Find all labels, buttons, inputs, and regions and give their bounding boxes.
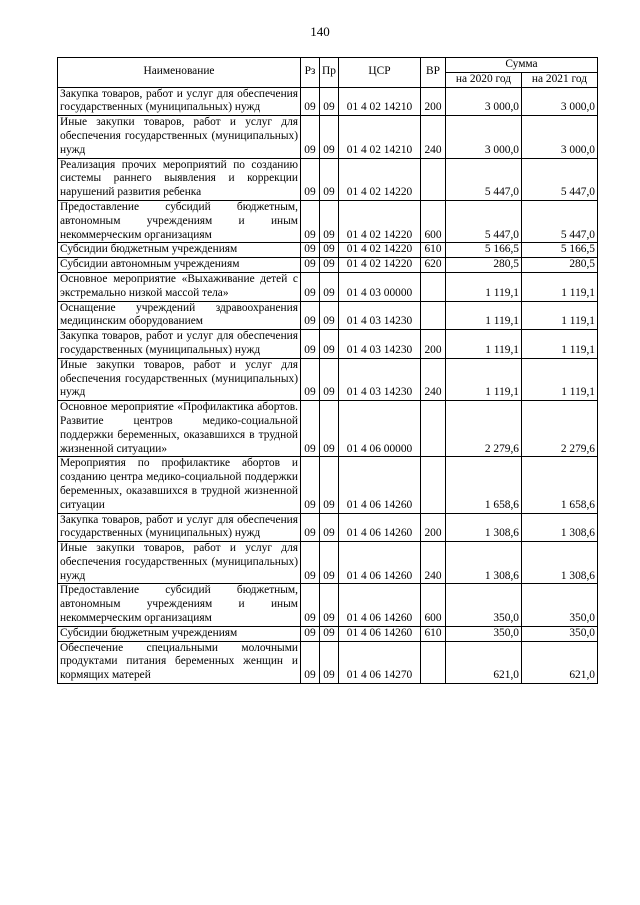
row-csr: 01 4 06 14270 bbox=[339, 641, 421, 683]
row-vr: 600 bbox=[421, 584, 446, 626]
row-vr: 240 bbox=[421, 116, 446, 158]
row-sum-2020: 1 308,6 bbox=[446, 513, 522, 542]
row-name: Иные закупки товаров, работ и услуг для обеспечения государственных (муниципальных) нужд bbox=[58, 358, 301, 400]
row-pr: 09 bbox=[320, 200, 339, 242]
row-csr: 01 4 03 14230 bbox=[339, 330, 421, 359]
table-header bbox=[58, 58, 598, 88]
row-rz: 09 bbox=[301, 200, 320, 242]
header-year-2020: на 2020 год bbox=[446, 72, 522, 87]
row-csr: 01 4 06 14260 bbox=[339, 626, 421, 641]
row-csr: 01 4 03 14230 bbox=[339, 301, 421, 330]
row-vr: 610 bbox=[421, 626, 446, 641]
row-sum-2020: 1 119,1 bbox=[446, 301, 522, 330]
row-pr: 09 bbox=[320, 584, 339, 626]
table-row bbox=[58, 158, 598, 200]
row-sum-2020: 350,0 bbox=[446, 584, 522, 626]
row-pr: 09 bbox=[320, 542, 339, 584]
row-sum-2020: 5 447,0 bbox=[446, 158, 522, 200]
table-row bbox=[58, 401, 598, 457]
row-sum-2021: 1 119,1 bbox=[522, 272, 598, 301]
row-sum-2021: 2 279,6 bbox=[522, 401, 598, 457]
row-name: Реализация прочих мероприятий по созданию системы раннего выявления и коррекции нарушений развития ребенка bbox=[58, 158, 301, 200]
row-rz: 09 bbox=[301, 457, 320, 513]
row-sum-2020: 5 166,5 bbox=[446, 243, 522, 258]
row-sum-2021: 5 447,0 bbox=[522, 200, 598, 242]
row-csr: 01 4 03 00000 bbox=[339, 272, 421, 301]
header-sum: Сумма bbox=[446, 58, 598, 73]
row-vr: 600 bbox=[421, 200, 446, 242]
row-name: Основное мероприятие «Выхаживание детей с экстремально низкой массой тела» bbox=[58, 272, 301, 301]
row-rz: 09 bbox=[301, 330, 320, 359]
row-name: Субсидии бюджетным учреждениям bbox=[58, 626, 301, 641]
table-row bbox=[58, 258, 598, 273]
row-csr: 01 4 02 14220 bbox=[339, 158, 421, 200]
table-row bbox=[58, 358, 598, 400]
row-sum-2021: 1 119,1 bbox=[522, 301, 598, 330]
table-row bbox=[58, 243, 598, 258]
row-rz: 09 bbox=[301, 243, 320, 258]
row-pr: 09 bbox=[320, 301, 339, 330]
table-row bbox=[58, 584, 598, 626]
row-name: Закупка товаров, работ и услуг для обеспечения государственных (муниципальных) нужд bbox=[58, 330, 301, 359]
row-sum-2021: 621,0 bbox=[522, 641, 598, 683]
row-rz: 09 bbox=[301, 258, 320, 273]
header-year-2021: на 2021 год bbox=[522, 72, 598, 87]
row-vr bbox=[421, 641, 446, 683]
budget-table bbox=[57, 57, 598, 684]
row-name: Основное мероприятие «Профилактика абортов. Развитие центров медико-социальной поддержки беременных, оказавшихся в трудной жизненной ситуации» bbox=[58, 401, 301, 457]
row-sum-2020: 280,5 bbox=[446, 258, 522, 273]
row-sum-2021: 3 000,0 bbox=[522, 87, 598, 116]
header-csr: ЦСР bbox=[339, 58, 421, 88]
row-pr: 09 bbox=[320, 116, 339, 158]
row-sum-2021: 1 119,1 bbox=[522, 358, 598, 400]
row-name: Предоставление субсидий бюджетным, автономным учреждениям и иным некоммерческим организациям bbox=[58, 200, 301, 242]
row-sum-2021: 5 166,5 bbox=[522, 243, 598, 258]
row-sum-2020: 5 447,0 bbox=[446, 200, 522, 242]
table-row bbox=[58, 641, 598, 683]
row-vr bbox=[421, 272, 446, 301]
row-vr bbox=[421, 457, 446, 513]
row-vr: 620 bbox=[421, 258, 446, 273]
row-sum-2020: 1 308,6 bbox=[446, 542, 522, 584]
row-vr: 240 bbox=[421, 358, 446, 400]
row-rz: 09 bbox=[301, 87, 320, 116]
row-sum-2020: 2 279,6 bbox=[446, 401, 522, 457]
row-csr: 01 4 02 14220 bbox=[339, 243, 421, 258]
row-rz: 09 bbox=[301, 542, 320, 584]
row-pr: 09 bbox=[320, 401, 339, 457]
row-sum-2020: 621,0 bbox=[446, 641, 522, 683]
table-row bbox=[58, 87, 598, 116]
row-vr: 240 bbox=[421, 542, 446, 584]
row-name: Закупка товаров, работ и услуг для обеспечения государственных (муниципальных) нужд bbox=[58, 87, 301, 116]
table-row bbox=[58, 301, 598, 330]
row-rz: 09 bbox=[301, 513, 320, 542]
row-pr: 09 bbox=[320, 258, 339, 273]
row-name: Субсидии бюджетным учреждениям bbox=[58, 243, 301, 258]
row-sum-2020: 1 119,1 bbox=[446, 330, 522, 359]
row-csr: 01 4 02 14210 bbox=[339, 87, 421, 116]
row-vr: 200 bbox=[421, 87, 446, 116]
header-name: Наименование bbox=[58, 58, 301, 88]
row-rz: 09 bbox=[301, 358, 320, 400]
row-csr: 01 4 06 14260 bbox=[339, 584, 421, 626]
table-row bbox=[58, 200, 598, 242]
row-name: Обеспечение специальными молочными продуктами питания беременных женщин и кормящих матерей bbox=[58, 641, 301, 683]
row-sum-2020: 1 119,1 bbox=[446, 272, 522, 301]
row-pr: 09 bbox=[320, 513, 339, 542]
header-vr: ВР bbox=[421, 58, 446, 88]
row-csr: 01 4 02 14210 bbox=[339, 116, 421, 158]
row-sum-2021: 1 308,6 bbox=[522, 542, 598, 584]
row-sum-2021: 1 119,1 bbox=[522, 330, 598, 359]
page-number: 140 bbox=[310, 24, 330, 39]
row-sum-2020: 1 658,6 bbox=[446, 457, 522, 513]
row-rz: 09 bbox=[301, 272, 320, 301]
row-rz: 09 bbox=[301, 641, 320, 683]
row-rz: 09 bbox=[301, 626, 320, 641]
row-name: Субсидии автономным учреждениям bbox=[58, 258, 301, 273]
row-csr: 01 4 06 14260 bbox=[339, 457, 421, 513]
table-row bbox=[58, 626, 598, 641]
row-rz: 09 bbox=[301, 584, 320, 626]
row-sum-2021: 280,5 bbox=[522, 258, 598, 273]
table-row bbox=[58, 272, 598, 301]
row-vr bbox=[421, 158, 446, 200]
table-row bbox=[58, 542, 598, 584]
row-name: Иные закупки товаров, работ и услуг для обеспечения государственных (муниципальных) нужд bbox=[58, 542, 301, 584]
table-row bbox=[58, 513, 598, 542]
table-row bbox=[58, 457, 598, 513]
table-body bbox=[58, 87, 598, 683]
row-csr: 01 4 03 14230 bbox=[339, 358, 421, 400]
row-pr: 09 bbox=[320, 243, 339, 258]
row-pr: 09 bbox=[320, 272, 339, 301]
row-name: Мероприятия по профилактике абортов и созданию центра медико-социальной поддержки беременных, оказавшихся в трудной жизненной ситуации bbox=[58, 457, 301, 513]
row-rz: 09 bbox=[301, 301, 320, 330]
row-vr: 610 bbox=[421, 243, 446, 258]
row-sum-2021: 350,0 bbox=[522, 584, 598, 626]
row-rz: 09 bbox=[301, 116, 320, 158]
row-sum-2020: 3 000,0 bbox=[446, 87, 522, 116]
row-vr: 200 bbox=[421, 330, 446, 359]
row-vr bbox=[421, 301, 446, 330]
row-pr: 09 bbox=[320, 457, 339, 513]
row-name: Закупка товаров, работ и услуг для обеспечения государственных (муниципальных) нужд bbox=[58, 513, 301, 542]
row-name: Иные закупки товаров, работ и услуг для обеспечения государственных (муниципальных) нужд bbox=[58, 116, 301, 158]
row-vr: 200 bbox=[421, 513, 446, 542]
table-row bbox=[58, 330, 598, 359]
row-sum-2021: 1 658,6 bbox=[522, 457, 598, 513]
row-sum-2021: 1 308,6 bbox=[522, 513, 598, 542]
row-csr: 01 4 06 00000 bbox=[339, 401, 421, 457]
row-vr bbox=[421, 401, 446, 457]
row-pr: 09 bbox=[320, 330, 339, 359]
row-pr: 09 bbox=[320, 87, 339, 116]
row-name: Предоставление субсидий бюджетным, автономным учреждениям и иным некоммерческим организациям bbox=[58, 584, 301, 626]
row-sum-2021: 350,0 bbox=[522, 626, 598, 641]
table-row bbox=[58, 116, 598, 158]
row-pr: 09 bbox=[320, 641, 339, 683]
row-rz: 09 bbox=[301, 158, 320, 200]
row-csr: 01 4 02 14220 bbox=[339, 200, 421, 242]
row-csr: 01 4 06 14260 bbox=[339, 513, 421, 542]
row-name: Оснащение учреждений здравоохранения медицинским оборудованием bbox=[58, 301, 301, 330]
row-pr: 09 bbox=[320, 626, 339, 641]
header-rz: Рз bbox=[301, 58, 320, 88]
row-sum-2021: 5 447,0 bbox=[522, 158, 598, 200]
row-sum-2020: 350,0 bbox=[446, 626, 522, 641]
row-csr: 01 4 06 14260 bbox=[339, 542, 421, 584]
row-pr: 09 bbox=[320, 158, 339, 200]
row-pr: 09 bbox=[320, 358, 339, 400]
row-rz: 09 bbox=[301, 401, 320, 457]
row-sum-2021: 3 000,0 bbox=[522, 116, 598, 158]
header-pr: Пр bbox=[320, 58, 339, 88]
row-csr: 01 4 02 14220 bbox=[339, 258, 421, 273]
row-sum-2020: 3 000,0 bbox=[446, 116, 522, 158]
row-sum-2020: 1 119,1 bbox=[446, 358, 522, 400]
